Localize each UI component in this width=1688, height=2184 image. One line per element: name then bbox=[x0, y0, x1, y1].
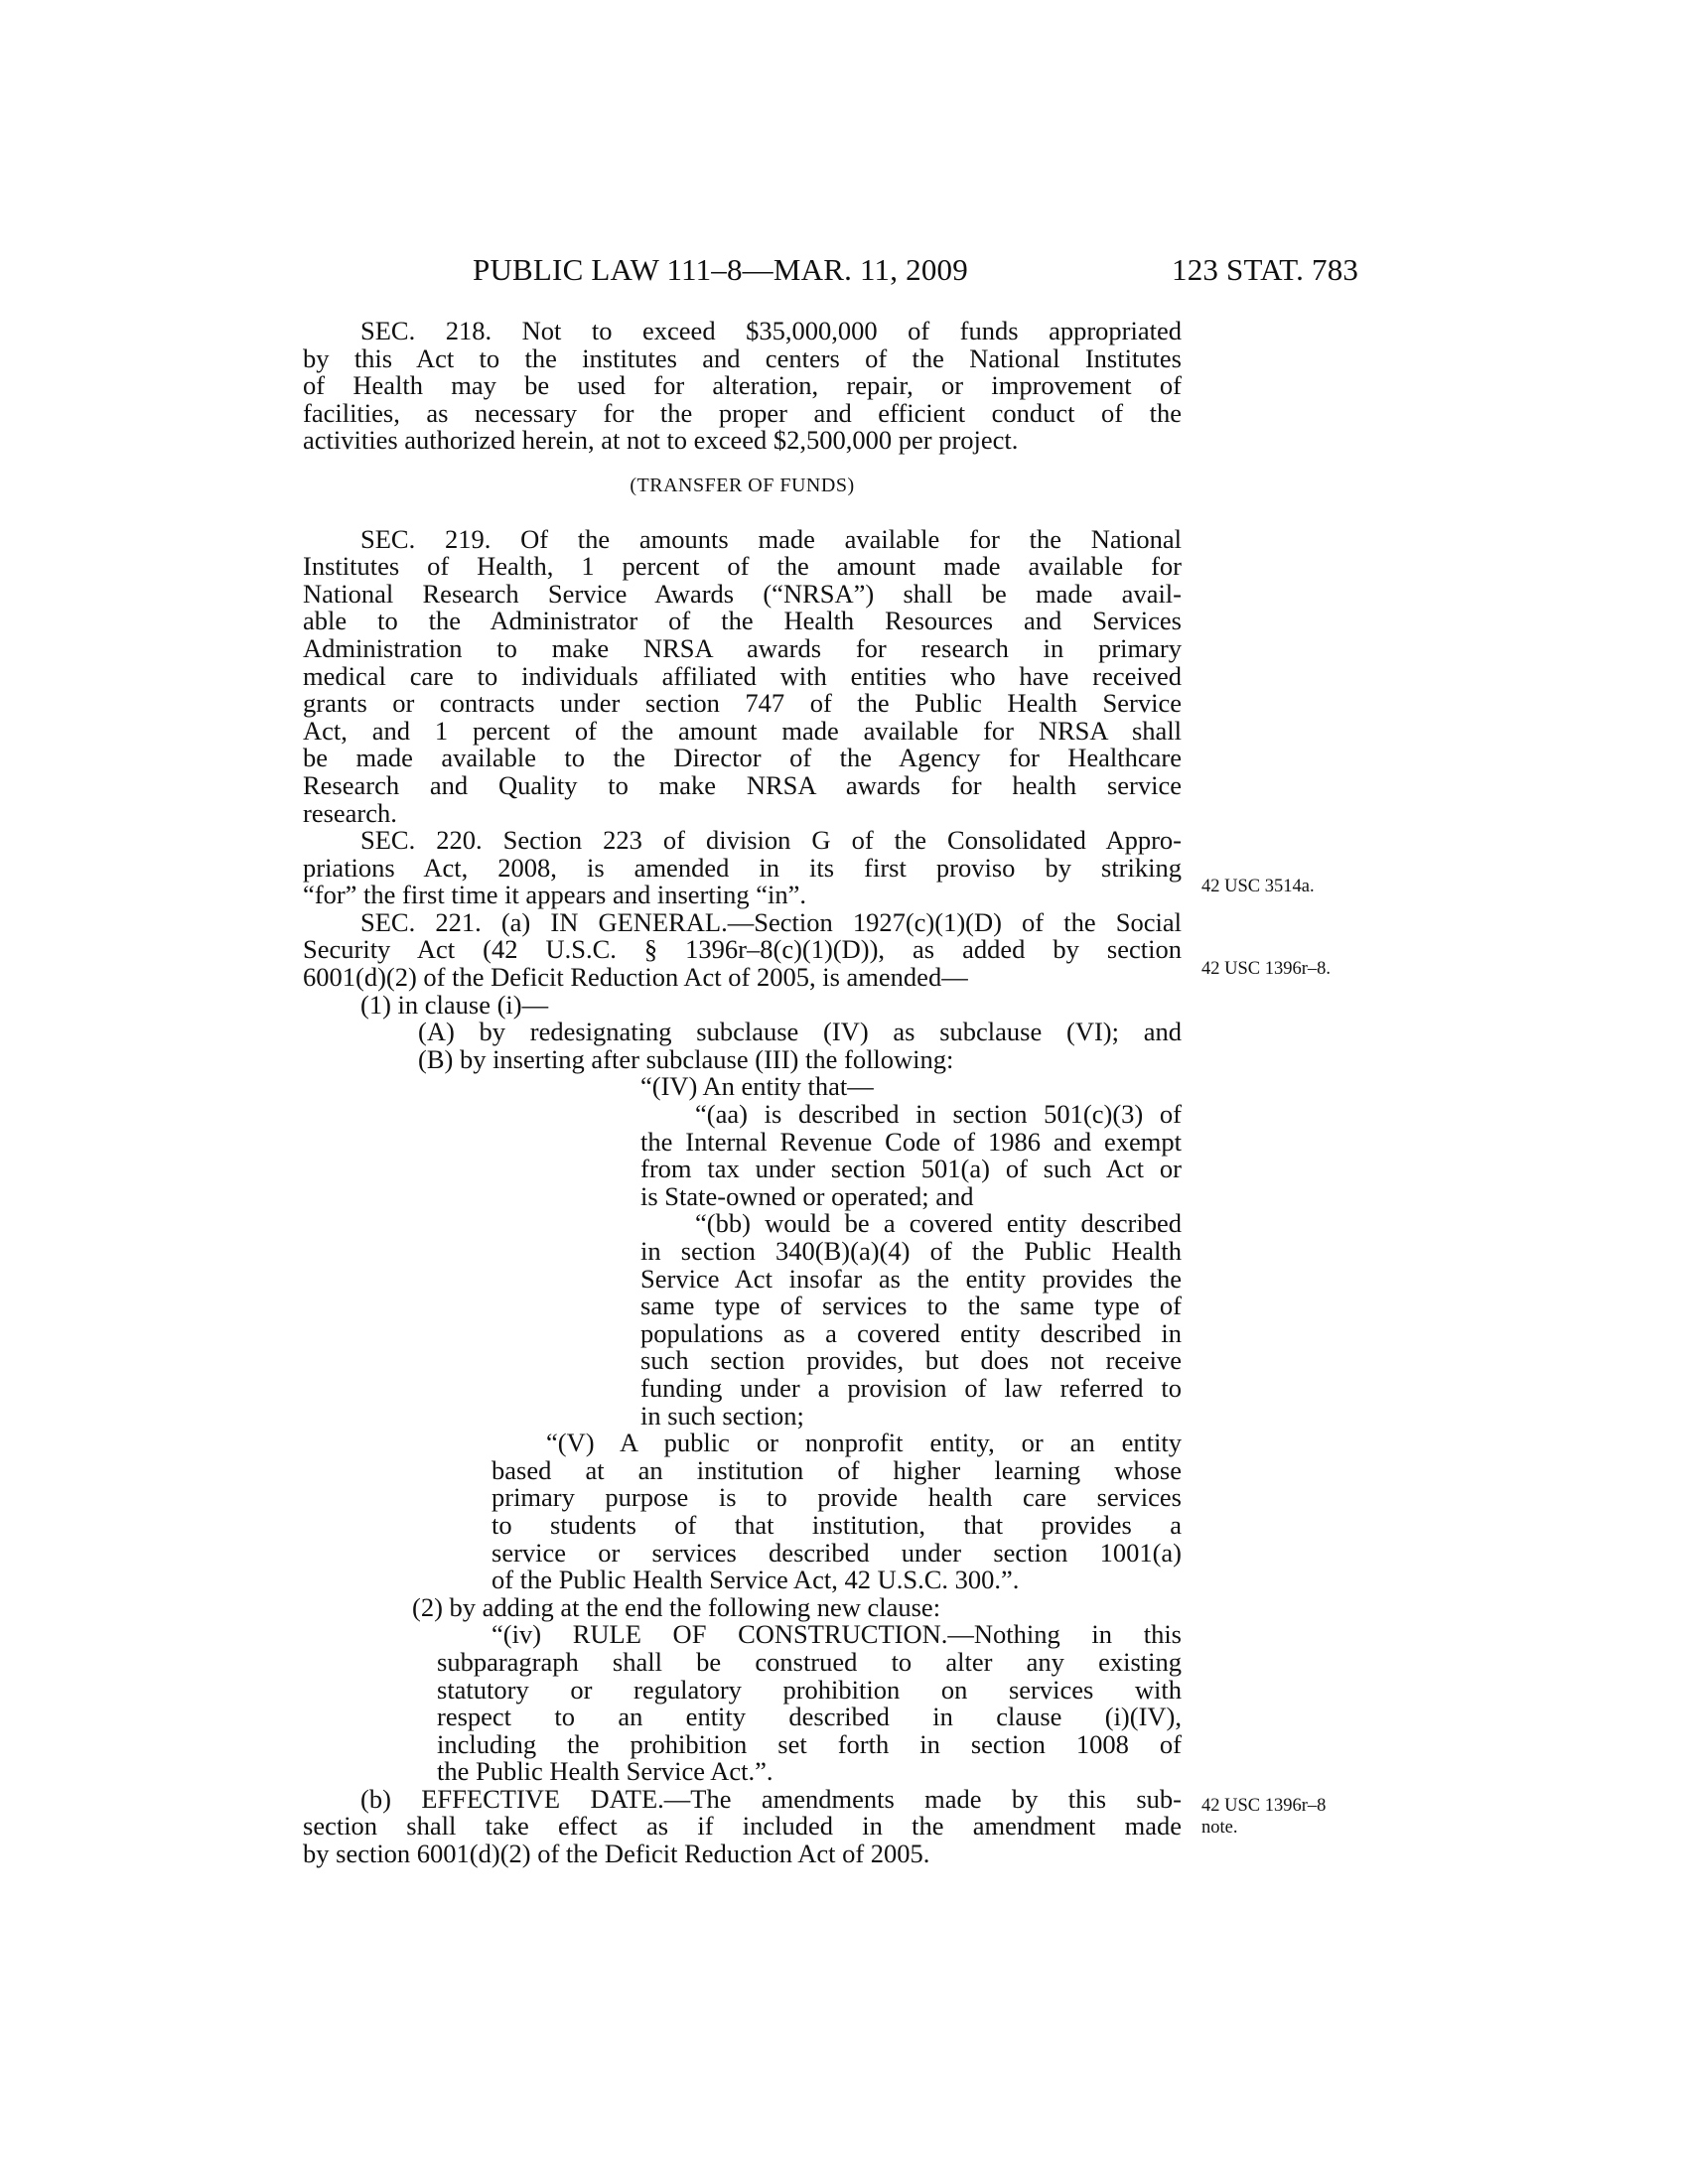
clause-iv-line: the Public Health Service Act.”. bbox=[437, 1756, 774, 1787]
item-bb-line: in such section; bbox=[640, 1400, 804, 1431]
subclause-v-line: of the Public Health Service Act, 42 U.S.C. 300.”. bbox=[492, 1565, 1020, 1595]
clause-iv-line: statutory or regulatory prohibition on services with bbox=[437, 1674, 1182, 1705]
subparagraph-a: (A) by redesignating subclause (IV) as subclause (VI); and bbox=[418, 1017, 1182, 1047]
item-bb-line: in section 340(B)(a)(4) of the Public Health bbox=[640, 1236, 1182, 1266]
text-line: grants or contracts under section 747 of the Public Health Service bbox=[303, 688, 1182, 719]
text-line: SEC. 219. Of the amounts made available for the National bbox=[360, 523, 1182, 554]
item-bb-line: “(bb) would be a covered entity described bbox=[695, 1208, 1182, 1239]
margin-note-usc-3514a: 42 USC 3514a. bbox=[1201, 877, 1315, 896]
item-bb-line: populations as a covered entity described in bbox=[640, 1317, 1182, 1348]
section-220 bbox=[303, 827, 1182, 909]
text-line: facilities, as necessary for the proper and efficient conduct of the bbox=[303, 397, 1182, 428]
subsection-b-line: by section 6001(d)(2) of the Deficit Reduction Act of 2005. bbox=[303, 1839, 930, 1869]
clause-iv-line: respect to an entity described in clause (i)(IV), bbox=[437, 1702, 1182, 1732]
item-bb-line: same type of services to the same type of bbox=[640, 1291, 1182, 1321]
transfer-of-funds-heading: (TRANSFER OF FUNDS) bbox=[630, 474, 855, 496]
item-aa-line: “(aa) is described in section 501(c)(3) of bbox=[695, 1099, 1182, 1130]
text-line: 6001(d)(2) of the Deficit Reduction Act of 2005, is amended— bbox=[303, 962, 968, 993]
margin-note-line: note. bbox=[1201, 1818, 1238, 1838]
text-line: SEC. 220. Section 223 of division G of the Consolidated Appro- bbox=[360, 825, 1182, 856]
item-aa-line: is State-owned or operated; and bbox=[640, 1180, 974, 1211]
subclause-iv: “(IV) An entity that— bbox=[640, 1071, 874, 1102]
subsection-b-line: section shall take effect as if included in the amendment made bbox=[303, 1811, 1182, 1842]
document-body bbox=[303, 318, 1182, 1868]
subclause-v-line: based at an institution of higher learning whose bbox=[492, 1454, 1182, 1485]
subclause-v-line: to students of that institution, that provides a bbox=[492, 1509, 1182, 1540]
text-line: be made available to the Director of the Agency for Healthcare bbox=[303, 743, 1182, 773]
subclause-v-line: primary purpose is to provide health care services bbox=[492, 1482, 1182, 1513]
text-line: “for” the first time it appears and inserting “in”. bbox=[303, 880, 806, 910]
subclause-v-line: service or services described under section 1001(a) bbox=[492, 1537, 1182, 1568]
text-line: Research and Quality to make NRSA awards for health service bbox=[303, 769, 1182, 800]
page-header-title: PUBLIC LAW 111–8—MAR. 11, 2009 bbox=[473, 252, 968, 287]
item-bb-line: such section provides, but does not receive bbox=[640, 1345, 1182, 1376]
subsection-b-line: (b) EFFECTIVE DATE.—The amendments made by this sub- bbox=[360, 1783, 1182, 1814]
text-line: Institutes of Health, 1 percent of the amount made available for bbox=[303, 551, 1182, 582]
text-line: priations Act, 2008, is amended in its first proviso by striking bbox=[303, 852, 1182, 883]
text-line: Administration to make NRSA awards for research in primary bbox=[303, 632, 1182, 663]
item-bb-line: funding under a provision of law referred to bbox=[640, 1372, 1182, 1403]
margin-note-line: 42 USC 1396r–8 bbox=[1201, 1796, 1327, 1816]
margin-note-usc-1396r-8: 42 USC 1396r–8. bbox=[1201, 959, 1332, 979]
section-221 bbox=[303, 906, 1182, 1869]
clause-iv-line: subparagraph shall be construed to alter any existing bbox=[437, 1646, 1182, 1677]
text-line: National Research Service Awards (“NRSA”) shall be made avail- bbox=[303, 578, 1182, 609]
page-header-stat: 123 STAT. 783 bbox=[1172, 252, 1359, 287]
subclause-v-line: “(V) A public or nonprofit entity, or an entity bbox=[546, 1428, 1182, 1458]
text-line: by this Act to the institutes and centers of the National Institutes bbox=[303, 342, 1182, 373]
item-aa-line: the Internal Revenue Code of 1986 and exempt bbox=[640, 1126, 1182, 1157]
text-line: of Health may be used for alteration, repair, or improvement of bbox=[303, 370, 1182, 401]
paragraph-2: (2) by adding at the end the following new clause: bbox=[412, 1591, 941, 1622]
text-line: SEC. 218. Not to exceed $35,000,000 of funds appropriated bbox=[360, 316, 1182, 345]
paragraph-1: (1) in clause (i)— bbox=[360, 989, 549, 1020]
text-line: activities authorized herein, at not to exceed $2,500,000 per project. bbox=[303, 425, 1019, 456]
text-line: able to the Administrator of the Health Resources and Services bbox=[303, 606, 1182, 636]
text-line: Act, and 1 percent of the amount made available for NRSA shall bbox=[303, 715, 1182, 746]
text-line: research. bbox=[303, 797, 397, 828]
clause-iv-line: including the prohibition set forth in section 1008 of bbox=[437, 1728, 1182, 1759]
subparagraph-b: (B) by inserting after subclause (III) the following: bbox=[418, 1043, 954, 1074]
item-bb-line: Service Act insofar as the entity provides the bbox=[640, 1263, 1182, 1294]
margin-note-usc-1396r-8-note bbox=[1201, 1795, 1326, 1839]
clause-iv-line: “(iv) RULE OF CONSTRUCTION.—Nothing in this bbox=[492, 1619, 1182, 1650]
text-line: Security Act (42 U.S.C. § 1396r–8(c)(1)(D)), as added by section bbox=[303, 934, 1182, 965]
section-219 bbox=[303, 523, 1182, 828]
text-line: SEC. 221. (a) IN GENERAL.—Section 1927(c)(1)(D) of the Social bbox=[360, 906, 1182, 937]
item-aa-line: from tax under section 501(a) of such Act or bbox=[640, 1154, 1182, 1184]
section-218 bbox=[303, 318, 1182, 455]
text-line: medical care to individuals affiliated with entities who have received bbox=[303, 660, 1182, 691]
